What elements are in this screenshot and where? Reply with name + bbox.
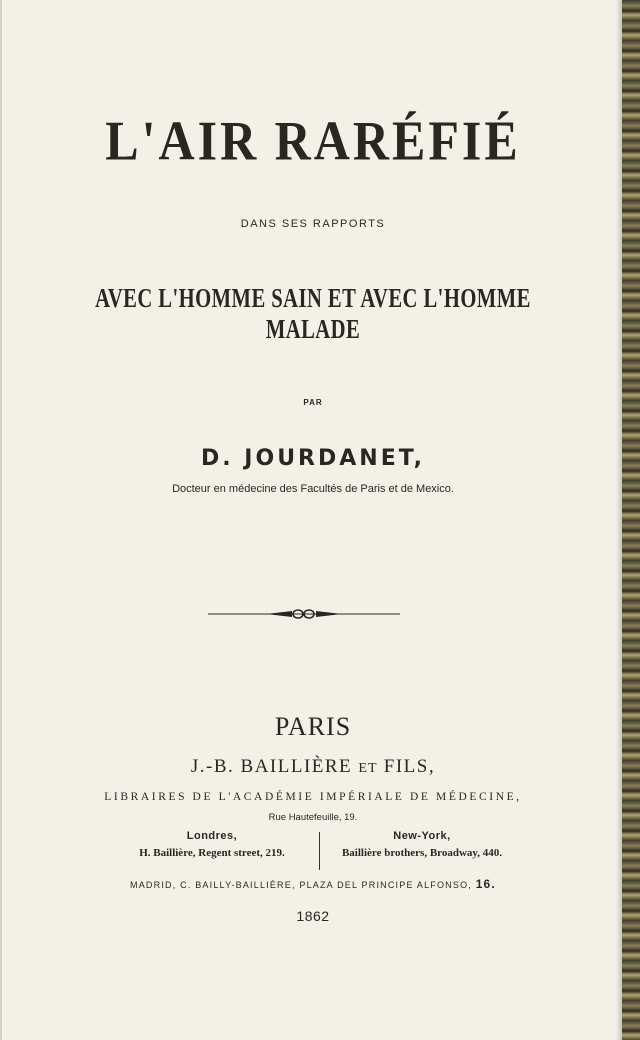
author-name: D. JOURDANET, xyxy=(201,446,425,471)
publication-city: PARIS xyxy=(274,712,352,741)
publisher-name: J.-B. BAILLIÈRE xyxy=(190,756,353,777)
branch-address: Baillière brothers, Broadway, 440. xyxy=(341,847,503,859)
publisher-address: Rue Hautefeuille, 19. xyxy=(268,812,358,823)
madrid-number: 16. xyxy=(475,877,496,891)
branch-city: New-York, xyxy=(393,830,451,842)
madrid-text: MADRID, C. BAILLY-BAILLIÈRE, PLAZA DEL PRINCIPE ALFONSO, xyxy=(130,880,472,890)
subtitle-large: AVEC L'HOMME SAIN ET AVEC L'HOMME MALADE xyxy=(95,284,531,345)
book-spine xyxy=(622,0,640,1040)
branch-new-york xyxy=(322,830,522,859)
branch-divider xyxy=(319,832,320,870)
publisher-sons: FILS, xyxy=(383,756,436,777)
branch-offices xyxy=(112,830,522,870)
booksellers-line: LIBRAIRES DE L'ACADÉMIE IMPÉRIALE DE MÉDECINE, xyxy=(104,791,522,803)
publisher-et: ET xyxy=(358,761,378,776)
author-description: Docteur en médecine des Facultés de Paris et de Mexico. xyxy=(172,483,454,495)
ornament-divider-icon xyxy=(208,606,400,622)
by-line: PAR xyxy=(303,398,323,407)
book-title: L'AIR RARÉFIÉ xyxy=(105,109,521,172)
branch-london xyxy=(112,830,312,859)
subtitle-small: DANS SES RAPPORTS xyxy=(240,218,386,230)
madrid-line xyxy=(2,877,624,891)
branch-city: Londres, xyxy=(186,830,238,842)
publisher xyxy=(2,756,624,778)
branch-address: H. Baillière, Regent street, 219. xyxy=(139,847,285,859)
publication-year: 1862 xyxy=(296,908,330,924)
